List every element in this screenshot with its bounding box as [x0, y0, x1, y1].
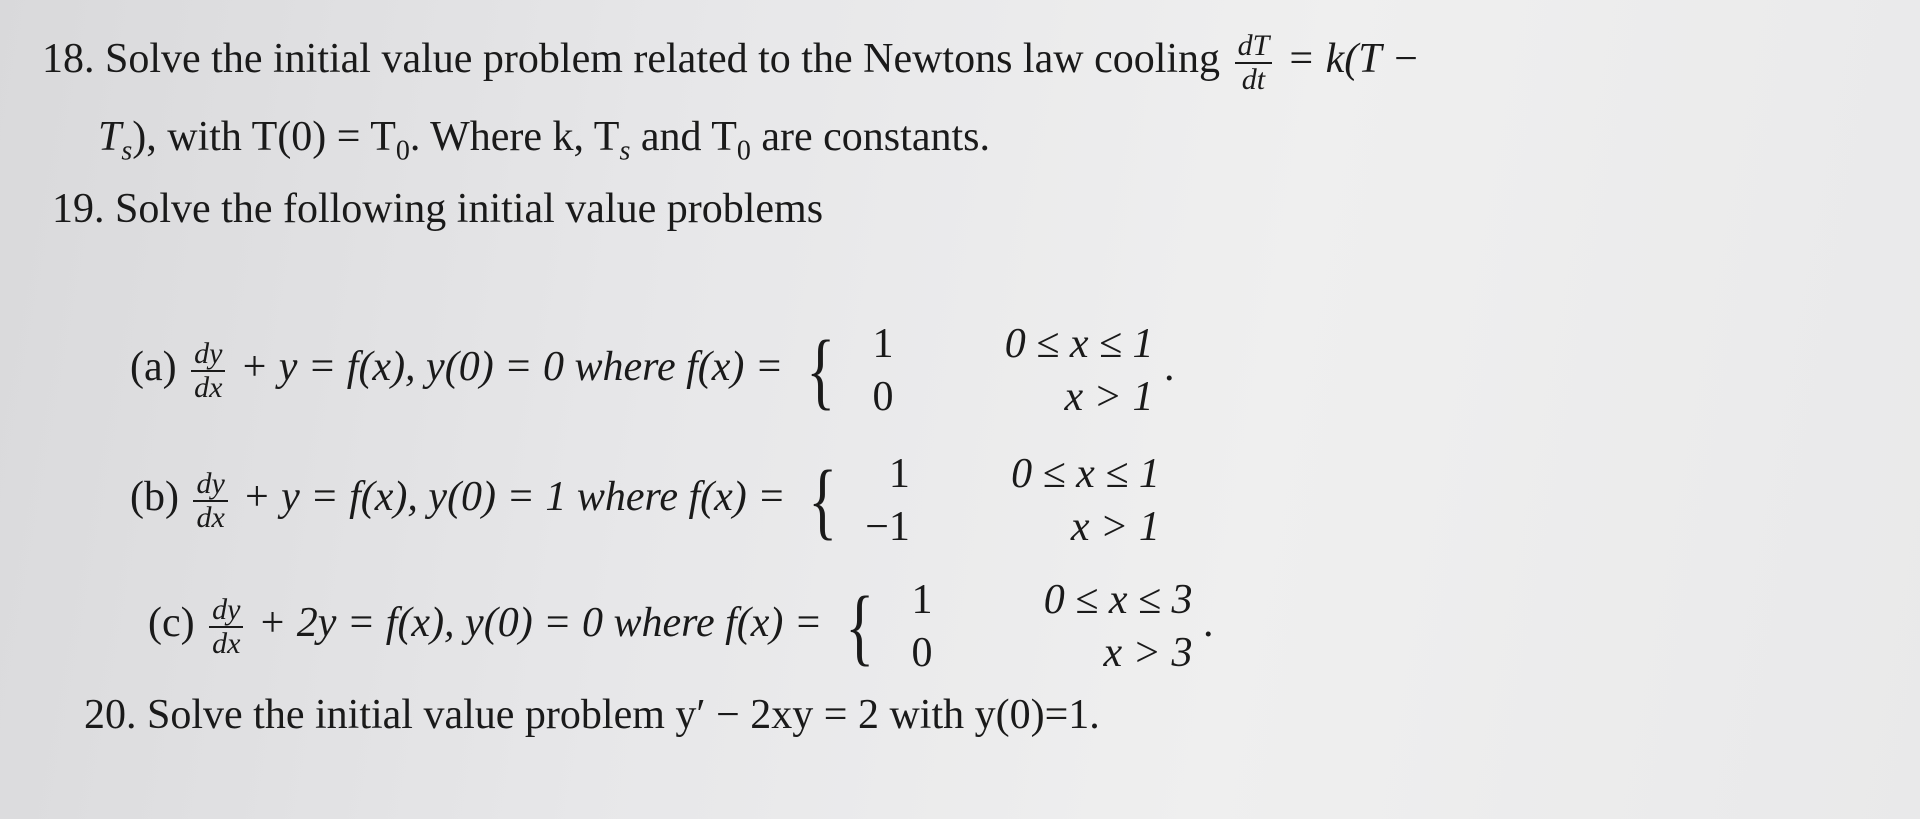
dydx-fraction [191, 338, 225, 403]
q18-text: Solve the initial value problem related to the Newtons law cooling [105, 36, 1221, 83]
left-brace: { [805, 322, 835, 419]
q19-part-c [148, 574, 1214, 679]
q18-T02-sub: 0 [736, 135, 751, 167]
q19-heading [52, 188, 823, 230]
case-value: 0 [911, 629, 933, 676]
equation-text: + 2y = f(x), y(0) = 0 where f(x) = [257, 600, 823, 647]
frac-denominator: dx [212, 626, 241, 660]
case-row [856, 318, 1154, 371]
q18-line1 [42, 30, 1420, 95]
q18-line2 [98, 116, 990, 165]
q18-rhs: = k(T − [1286, 36, 1420, 83]
case-row [858, 501, 1160, 554]
frac-denominator: dx [196, 500, 225, 534]
cases [895, 574, 1193, 679]
q19-title: Solve the following initial value problems [115, 186, 824, 232]
q19-number: 19. [52, 186, 105, 232]
cases [858, 448, 1160, 553]
frac-numerator: dy [193, 468, 227, 502]
q18-end: are constants. [750, 114, 990, 160]
case-value: 0 [872, 373, 894, 420]
q20-text: Solve the initial value problem y′ − 2xy = 2 with y(0)=1. [147, 692, 1100, 738]
q18-Ts2-sub: s [619, 135, 631, 167]
q18-numerator: dT [1235, 30, 1273, 64]
equation-text: + y = f(x), y(0) = 1 where f(x) = [242, 474, 786, 521]
case-value: 1 [872, 321, 894, 367]
q18-derivative [1235, 30, 1273, 95]
case-value: 1 [888, 451, 910, 497]
q20-number: 20. [84, 692, 137, 738]
part-label: (b) [130, 474, 179, 521]
piecewise-function [800, 318, 1175, 423]
q18-Ts-sub: s [121, 135, 133, 167]
part-label: (c) [148, 600, 195, 647]
piecewise-function [802, 448, 1160, 553]
dydx-fraction [209, 594, 243, 659]
case-row [895, 574, 1193, 627]
left-brace: { [808, 452, 838, 549]
q18-Ts-T: T [98, 114, 122, 160]
piecewise-function [839, 574, 1214, 679]
q18-initial: ), with T(0) = T [132, 114, 396, 160]
case-condition: x > 3 [1103, 629, 1193, 676]
q18-T0-sub: 0 [395, 135, 410, 167]
case-value: 1 [911, 577, 933, 623]
q18-and: and T [630, 114, 737, 160]
q18-denominator: dt [1241, 62, 1266, 96]
left-brace: { [844, 578, 874, 675]
part-label: (a) [130, 344, 177, 391]
case-value: −1 [865, 503, 910, 550]
case-condition: 0 ≤ x ≤ 3 [1043, 577, 1193, 623]
q18-number: 18. [42, 36, 95, 83]
case-condition: 0 ≤ x ≤ 1 [1004, 321, 1154, 367]
q19-part-b [130, 448, 1160, 553]
part-tail: . [1203, 600, 1214, 647]
cases [856, 318, 1154, 423]
equation-text: + y = f(x), y(0) = 0 where f(x) = [239, 344, 784, 391]
frac-denominator: dx [194, 370, 223, 404]
case-condition: 0 ≤ x ≤ 1 [1011, 451, 1160, 497]
q20-line [84, 694, 1100, 736]
part-tail: . [1164, 344, 1175, 391]
frac-numerator: dy [209, 594, 243, 628]
case-condition: x > 1 [1070, 503, 1160, 550]
case-condition: x > 1 [1064, 373, 1154, 420]
q18-where: . Where k, T [409, 114, 620, 160]
case-row [858, 448, 1160, 501]
frac-numerator: dy [191, 338, 225, 372]
case-row [895, 627, 1193, 680]
q19-part-a [130, 318, 1175, 423]
dydx-fraction [193, 468, 227, 533]
case-row [856, 371, 1154, 424]
